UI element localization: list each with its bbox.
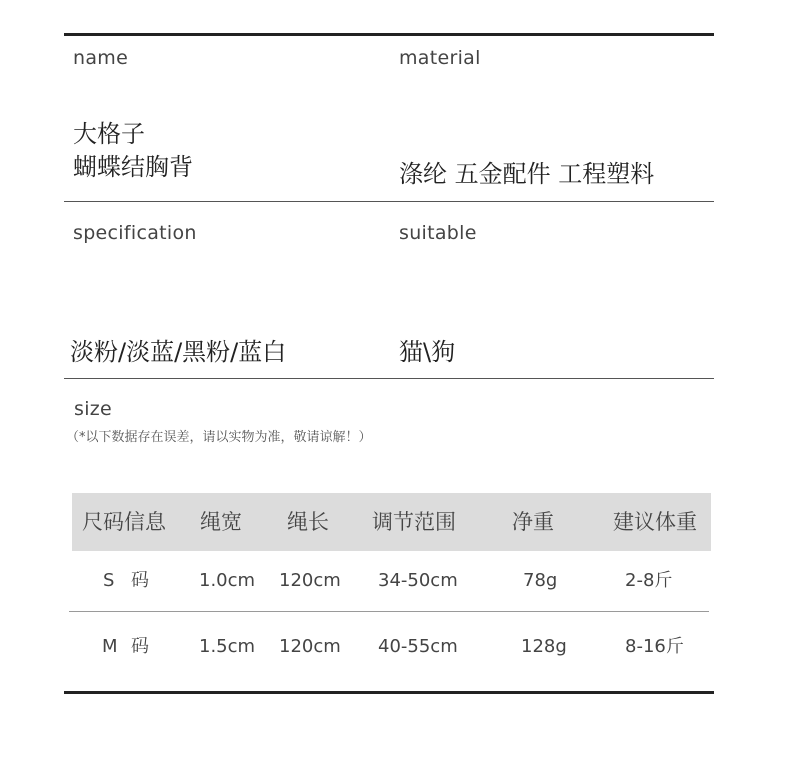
size-table <box>72 493 711 677</box>
table-header <box>72 493 711 551</box>
specification-value: 淡粉/淡蓝/黑粉/蓝白 <box>70 338 287 366</box>
cell-width: 1.5cm <box>199 636 256 657</box>
cell-pet-weight: 8-16斤 <box>625 636 684 657</box>
product-name-line1: 大格子 <box>73 120 145 148</box>
top-rule <box>64 33 714 36</box>
cell-range: 34-50cm <box>378 570 458 591</box>
cell-length: 120cm <box>279 570 341 591</box>
suitable-label: suitable <box>399 222 477 244</box>
cell-range: 40-55cm <box>378 636 458 657</box>
divider-2 <box>64 378 714 379</box>
table-row <box>72 551 711 611</box>
cell-pet-weight: 2-8斤 <box>625 570 673 591</box>
row-divider <box>69 611 709 612</box>
cell-size: M <box>102 636 118 657</box>
cell-weight: 128g <box>521 636 567 657</box>
bottom-rule <box>64 691 714 694</box>
header-adjust-range: 调节范围 <box>372 510 456 534</box>
product-name-line2: 蝴蝶结胸背 <box>73 153 193 182</box>
cell-size-unit: 码 <box>131 636 149 657</box>
suitable-value: 猫\狗 <box>399 338 456 366</box>
header-rope-length: 绳长 <box>287 510 329 534</box>
cell-weight: 78g <box>523 570 558 591</box>
name-label: name <box>73 47 129 69</box>
header-size-info: 尺码信息 <box>82 510 166 534</box>
header-suggested-weight: 建议体重 <box>613 510 697 534</box>
cell-length: 120cm <box>279 636 341 657</box>
specification-label: specification <box>73 222 197 244</box>
cell-width: 1.0cm <box>199 570 256 591</box>
table-row <box>72 617 711 677</box>
divider-1 <box>64 201 714 202</box>
header-rope-width: 绳宽 <box>200 510 242 534</box>
product-name <box>73 118 193 184</box>
material-label: material <box>399 47 481 69</box>
size-note: （*以下数据存在误差，请以实物为准，敬请谅解！） <box>66 430 372 445</box>
header-net-weight: 净重 <box>512 510 554 534</box>
cell-size: S <box>103 570 115 591</box>
material-value: 涤纶 五金配件 工程塑料 <box>399 160 655 188</box>
cell-size-unit: 码 <box>131 570 149 591</box>
size-label: size <box>74 398 113 420</box>
